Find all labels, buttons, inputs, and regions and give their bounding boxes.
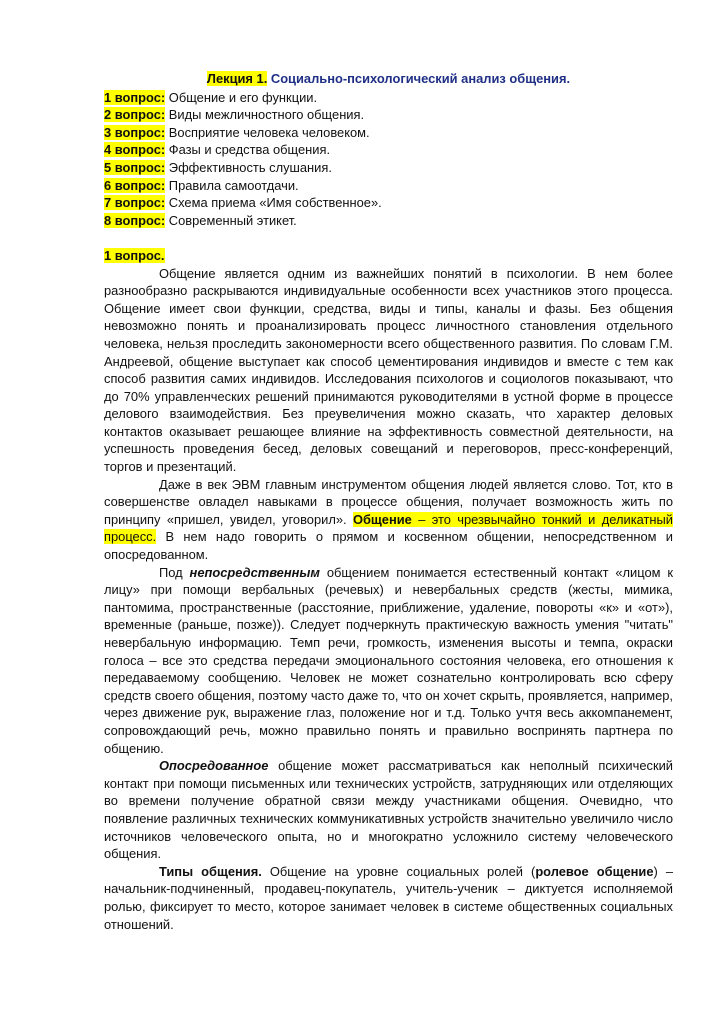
question-item [104,194,673,212]
question-text: Восприятие человека человеком. [165,124,370,140]
question-text: Схема приема «Имя собственное». [165,195,382,211]
question-number: 7 вопрос: [104,195,166,211]
question-item [104,141,673,159]
paragraph-direct [104,564,673,758]
question-text: Эффективность слушания. [165,159,332,175]
paragraph-text: Даже в век ЭВМ главным инструментом общения людей является слово. Тот, кто в совершенстве овладел навыками в процессе общения, получает возможность жить по принципу «пришел, увидел, уговорил». [104,476,673,527]
paragraph-types [104,863,673,933]
question-number: 1 вопрос: [104,89,166,105]
question-item [104,177,673,195]
question-item [104,212,673,230]
lecture-topic: Социально-психологический анализ общения. [267,71,571,86]
question-item [104,106,673,124]
definition-term: Общение [352,511,412,527]
question-number: 6 вопрос: [104,177,166,193]
question-list [104,89,673,230]
paragraph-intro: Общение является одним из важнейших понятий в психологии. В нем более разнообразно раскрываются индивидуальные особенности всех участников этого процесса. Общение имеет свои функции, средства, виды и типы, каналы и фазы. Без общения невозможно понять и проанализировать процесс личностного становления отдельного человека, нельзя проследить закономерности всего общественного развития. По словам Г.М. Андреевой, общение выступает как способ цементирования индивидов и вместе с тем как способ развития самих индивидов. Исследования психологов и социологов показывают, что до 70% управленческих решений принимаются руководителями в устной форме в процессе делового взаимодействия. Без преувеличения можно сказать, что характер деловых контактов оказывает решающее влияние на эффективность совместной деятельности, на успешность проведения бесед, деловых совещаний и переговоров, пресс-конференций, торгов и презентаций. [104,265,673,475]
question-number: 5 вопрос: [104,159,166,175]
question-text: Виды межличностного общения. [165,107,365,123]
question-text: Фазы и средства общения. [165,142,331,158]
question-text: Общение и его функции. [165,89,318,105]
paragraph-text: общение может рассматриваться как неполный психический контакт при помощи письменных или технических устройств, затрудняющих или отделяющих во времени получение обратной связи между участниками общения. Очевидно, что появление различных технических коммуникативных устройств значительно увеличило число источников человеческого опыта, но и многократно усложнило систему человеческого общения. [104,758,673,862]
question-item [104,159,673,177]
paragraph-text: общением понимается естественный контакт «лицом к лицу» при помощи вербальных (речевых) и невербальных средств (жесты, мимика, пантомима, пространственные (расстояние, приближение, удаление, повороты «к» и «от»), временные (раньше, позже)). Следует подчеркнуть практическую важность умения "читать" невербальную информацию. Темп речи, громкость, изменения высоты и темпа, окраски голоса – все это средства передачи эмоционального состояния человека, его отношения к передаваемому сообщению. Человек не может сознательно контролировать всю сферу средств своего общения, поэтому часто даже то, что он хочет скрыть, проявляется, например, через движение рук, выражение глаз, положение ног и т.д. Только учтя весь аккомпанемент, сопровождающий речь, можно правильно понять и правильно воспринять партнера по общению. [104,564,673,756]
section-heading-label: 1 вопрос. [104,247,165,263]
question-number: 2 вопрос: [104,107,166,123]
question-number: 3 вопрос: [104,124,166,140]
definition-text: – это чрезвычайно тонкий и деликатный процесс. [104,511,673,545]
lecture-title [104,70,673,88]
section-heading [104,247,673,265]
term-mediated: Опосредованное [159,758,269,774]
paragraph-mediated [104,757,673,863]
term-role: ролевое общение [535,863,654,879]
question-number: 4 вопрос: [104,142,166,158]
term-direct: непосредственным [189,564,320,580]
question-text: Современный этикет. [165,212,297,228]
question-item [104,124,673,142]
paragraph-text: Под [159,564,190,580]
question-item [104,89,673,107]
question-text: Правила самоотдачи. [165,177,299,193]
paragraph-text: ) – начальник-подчиненный, продавец-покупатель, учитель-ученик – диктуется исполняемой ролью, фиксирует то место, которое занимает человек в системе общественных социальных отношений. [104,863,673,932]
paragraph-word [104,476,673,564]
question-number: 8 вопрос: [104,212,166,228]
lecture-number: Лекция 1. [206,71,268,86]
term-types: Типы общения. [159,863,262,879]
paragraph-text: В нем надо говорить о прямом и косвенном общении, непосредственном и опосредованном. [104,529,673,563]
paragraph-text: Общение на уровне социальных ролей ( [261,863,536,879]
